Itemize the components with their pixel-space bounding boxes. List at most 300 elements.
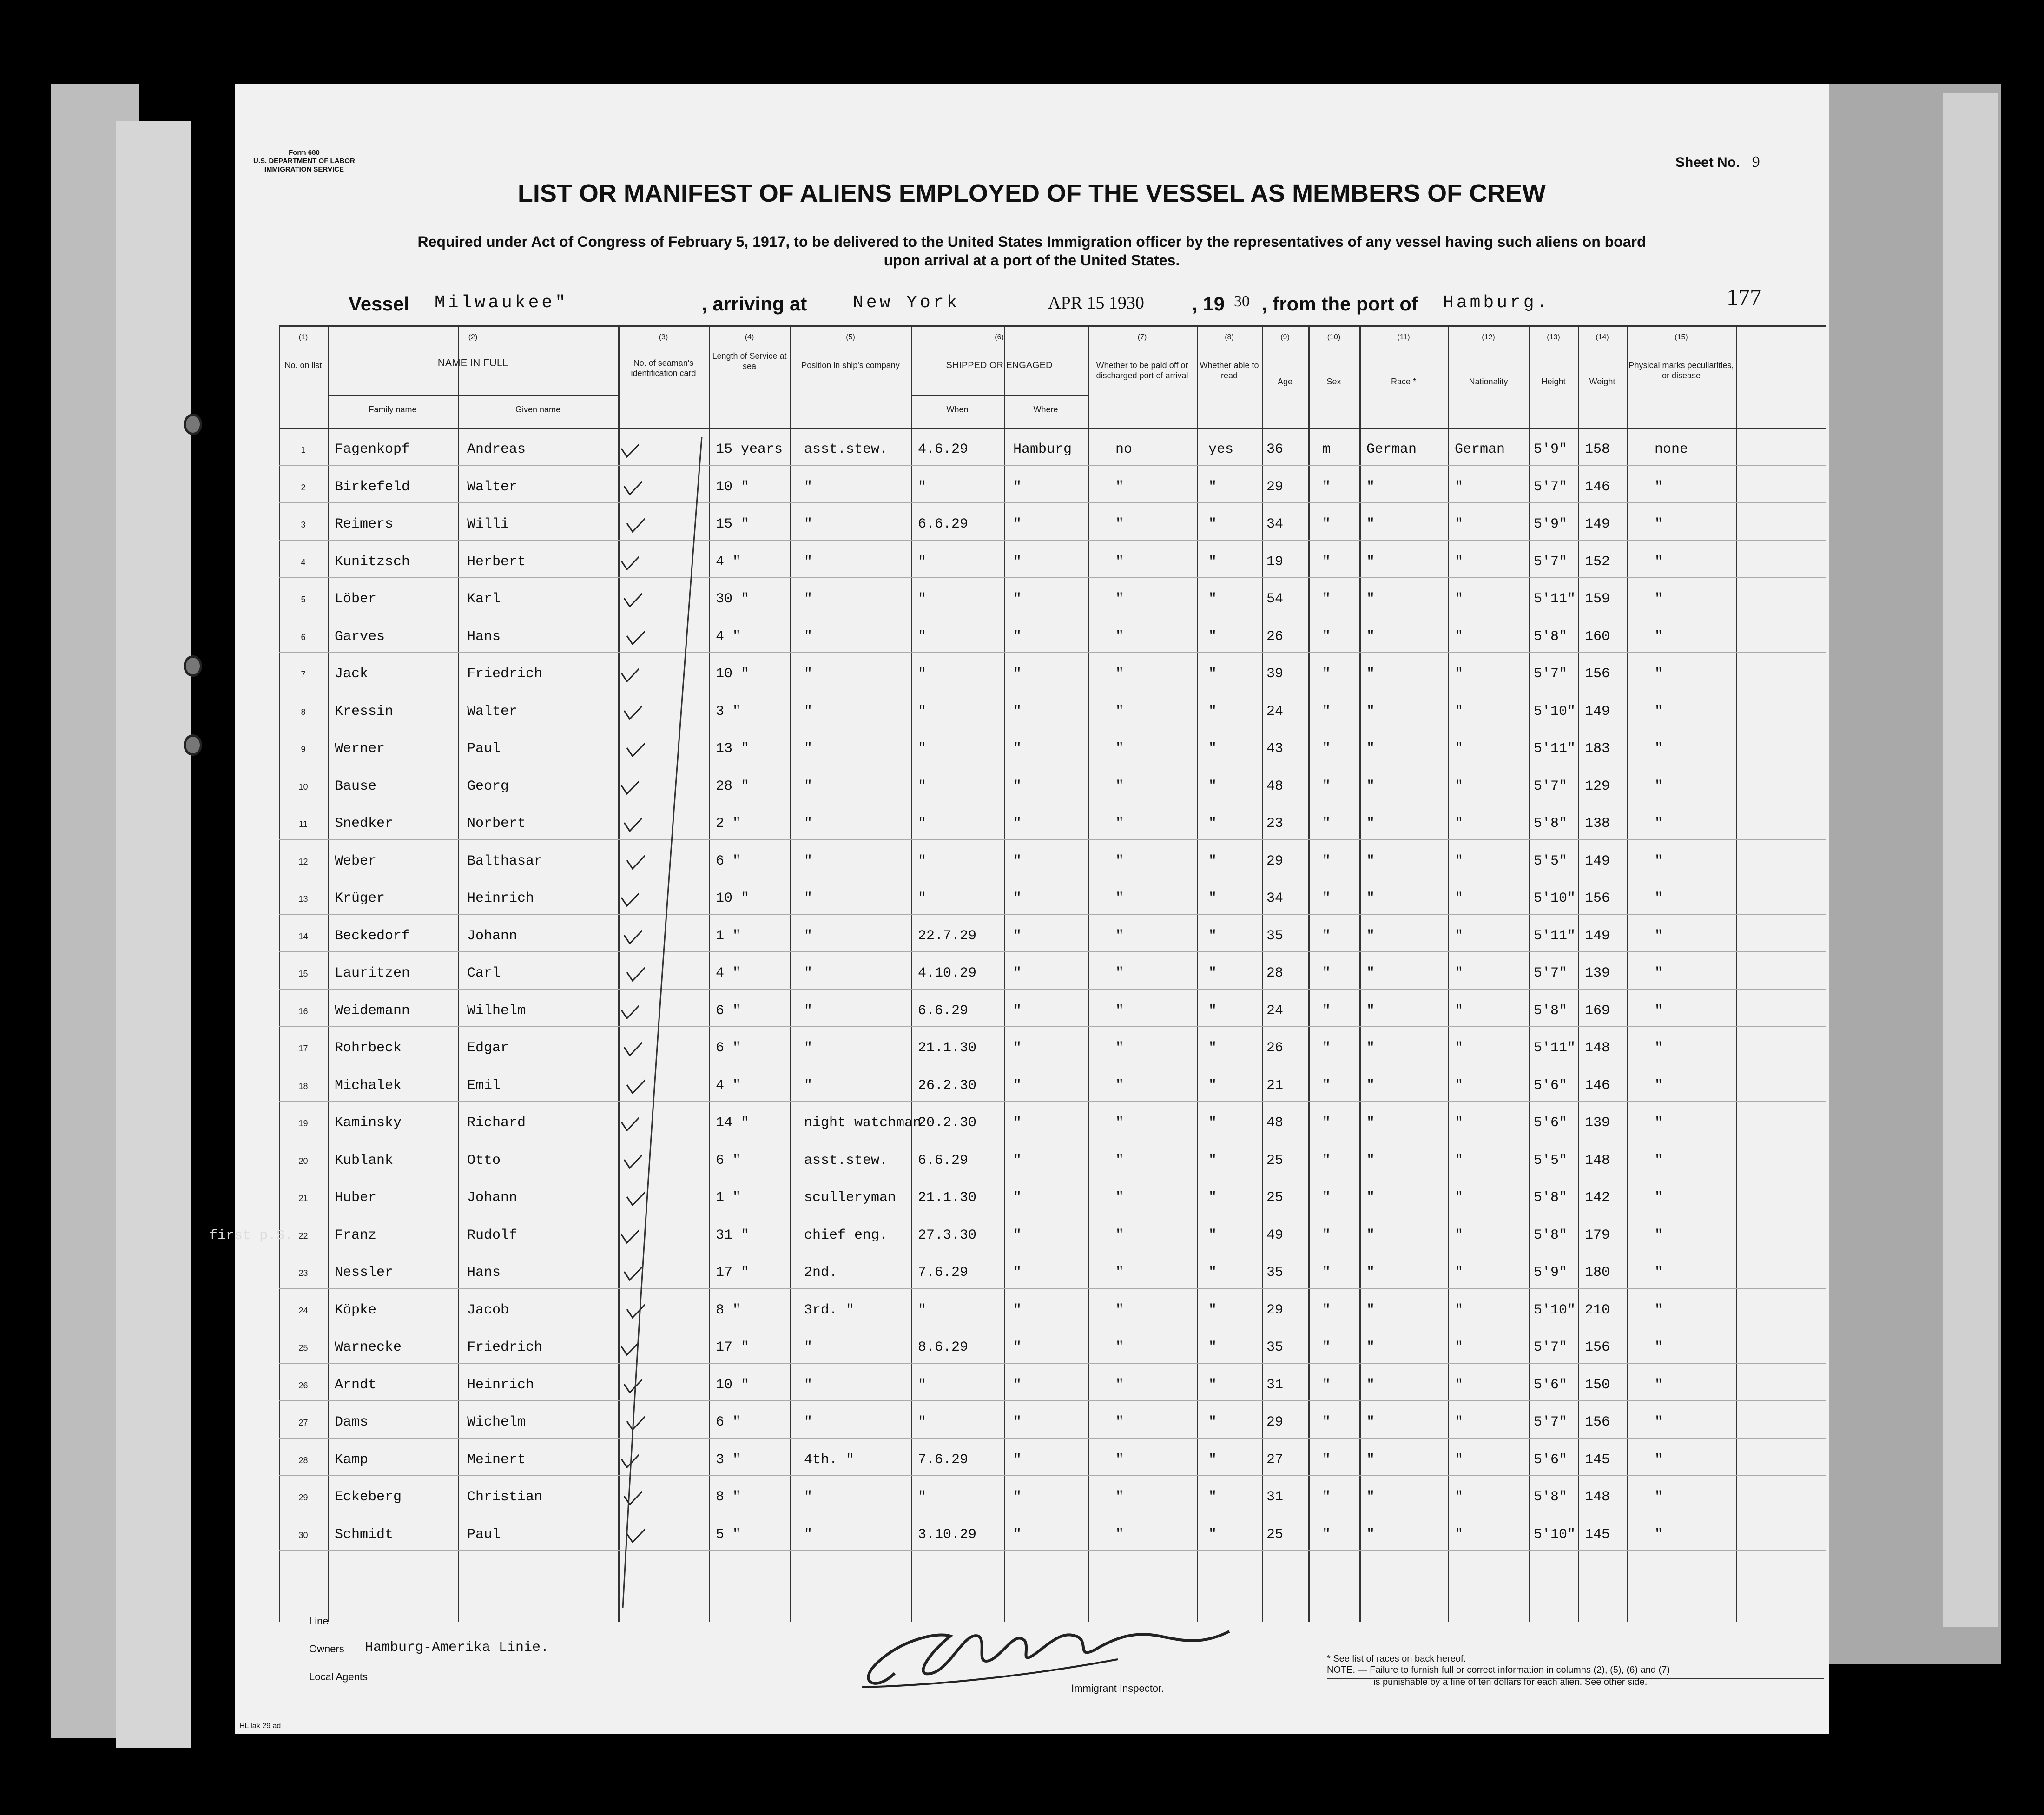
table-cell-race: " <box>1366 741 1375 757</box>
row-number: 17 <box>298 1044 308 1053</box>
table-cell-service: 6 " <box>716 1003 741 1019</box>
table-cell-height: 5'5" <box>1534 853 1568 869</box>
table-cell-marks: " <box>1655 1526 1663 1543</box>
table-cell-race: " <box>1366 1414 1375 1430</box>
row-rule <box>279 1438 1826 1439</box>
table-cell-race: " <box>1366 928 1375 944</box>
table-cell-nat: " <box>1455 1227 1464 1243</box>
table-cell-sex: " <box>1322 778 1331 794</box>
table-cell-marks: " <box>1655 891 1663 906</box>
table-cell-when: 26.2.30 <box>918 1077 977 1094</box>
table-cell-paid: " <box>1115 741 1124 757</box>
table-cell-race: " <box>1366 703 1375 719</box>
table-cell-marks: " <box>1655 703 1663 719</box>
row-rule <box>279 1026 1826 1027</box>
table-cell-where: " <box>1013 1152 1022 1168</box>
table-cell-position: " <box>804 1003 813 1019</box>
table-cell-height: 5'10" <box>1534 1302 1576 1318</box>
table-cell-given: Balthasar <box>467 853 543 869</box>
table-cell-nat: " <box>1455 741 1464 757</box>
table-cell-service: 4 " <box>716 1077 741 1094</box>
table-cell-race: " <box>1366 1227 1375 1243</box>
column-rule <box>1578 325 1579 1622</box>
table-cell-nat: " <box>1455 479 1464 495</box>
table-cell-where: " <box>1013 1190 1022 1206</box>
table-cell-where: " <box>1013 1040 1022 1056</box>
table-cell-sex: " <box>1322 1414 1331 1430</box>
table-cell-family: Schmidt <box>335 1526 394 1543</box>
table-cell-race: " <box>1366 1115 1375 1131</box>
table-cell-read: " <box>1208 628 1217 645</box>
table-cell-sex: " <box>1322 1152 1331 1168</box>
table-cell-paid: " <box>1115 554 1124 570</box>
date-stamp: APR 15 1930 <box>1048 293 1144 313</box>
table-cell-service: 15 " <box>716 516 750 532</box>
table-cell-age: 48 <box>1266 778 1284 794</box>
table-cell-when: 6.6.29 <box>918 1152 969 1168</box>
table-cell-race: " <box>1366 1340 1375 1355</box>
table-cell-height: 5'7" <box>1534 778 1568 794</box>
form-header <box>253 149 355 174</box>
table-cell-height: 5'7" <box>1534 1414 1568 1430</box>
table-cell-marks: " <box>1655 741 1663 757</box>
table-cell-when: " <box>918 1377 927 1393</box>
row-number: 21 <box>298 1194 308 1203</box>
row-number: 24 <box>298 1306 308 1315</box>
table-cell-paid: " <box>1115 1377 1124 1393</box>
row-number: 3 <box>301 520 306 529</box>
table-cell-service: 8 " <box>716 1489 741 1505</box>
table-cell-given: Hans <box>467 628 501 645</box>
table-cell-where: " <box>1013 1003 1022 1019</box>
table-cell-marks: " <box>1655 666 1663 682</box>
table-cell-sex: " <box>1322 516 1331 532</box>
table-cell-race: " <box>1366 1526 1375 1543</box>
row-rule <box>279 1550 1826 1551</box>
table-cell-where: " <box>1013 1265 1022 1280</box>
table-cell-read: " <box>1208 666 1217 682</box>
table-cell-given: Jacob <box>467 1302 509 1318</box>
table-cell-when: 6.6.29 <box>918 1003 969 1019</box>
row-number: 4 <box>301 557 306 567</box>
row-number: 22 <box>298 1231 308 1241</box>
table-cell-when: 8.6.29 <box>918 1340 969 1355</box>
table-cell-height: 5'8" <box>1534 816 1568 832</box>
table-cell-family: Birkefeld <box>335 479 410 495</box>
table-cell-age: 26 <box>1266 628 1284 645</box>
table-cell-service: 10 " <box>716 479 750 495</box>
table-cell-age: 29 <box>1266 479 1284 495</box>
table-cell-height: 5'6" <box>1534 1115 1568 1131</box>
table-cell-weight: 149 <box>1585 928 1610 944</box>
table-cell-sex: m <box>1322 442 1331 457</box>
table-cell-paid: " <box>1115 666 1124 682</box>
table-cell-read: " <box>1208 1302 1217 1318</box>
table-cell-service: 3 " <box>716 703 741 719</box>
table-cell-service: 31 " <box>716 1227 750 1243</box>
table-cell-race: " <box>1366 1003 1375 1019</box>
owners-label: Owners <box>309 1643 344 1655</box>
table-cell-family: Arndt <box>335 1377 377 1393</box>
table-cell-position: night watchman <box>804 1115 922 1131</box>
table-cell-nat: " <box>1455 891 1464 906</box>
table-cell-when: " <box>918 778 927 794</box>
table-cell-service: 10 " <box>716 666 750 682</box>
column-header: Height <box>1541 377 1566 386</box>
column-rule <box>1308 325 1310 1622</box>
table-cell-height: 5'10" <box>1534 703 1576 719</box>
table-cell-position: " <box>804 965 813 981</box>
table-cell-position: " <box>804 666 813 682</box>
table-cell-nat: " <box>1455 1526 1464 1543</box>
table-cell-nat: German <box>1455 442 1505 457</box>
table-cell-where: " <box>1013 778 1022 794</box>
table-cell-read: " <box>1208 891 1217 906</box>
table-cell-sex: " <box>1322 628 1331 645</box>
table-cell-sex: " <box>1322 1377 1331 1393</box>
table-cell-height: 5'11" <box>1534 1040 1576 1056</box>
table-cell-given: Wichelm <box>467 1414 526 1430</box>
table-cell-family: Kamp <box>335 1452 369 1468</box>
row-rule <box>279 577 1826 578</box>
table-cell-height: 5'6" <box>1534 1077 1568 1094</box>
table-cell-where: " <box>1013 853 1022 869</box>
requirement-line-2: upon arrival at a port of the United States. <box>884 252 1180 269</box>
table-cell-paid: " <box>1115 479 1124 495</box>
table-cell-read: " <box>1208 1452 1217 1468</box>
column-header: SHIPPED OR ENGAGED <box>946 360 1053 370</box>
table-cell-where: " <box>1013 1526 1022 1543</box>
table-cell-height: 5'10" <box>1534 891 1576 906</box>
row-number: 23 <box>298 1268 308 1278</box>
table-cell-sex: " <box>1322 1526 1331 1543</box>
table-cell-weight: 180 <box>1585 1265 1610 1280</box>
table-cell-sex: " <box>1322 1077 1331 1094</box>
table-cell-age: 24 <box>1266 703 1284 719</box>
table-cell-position: " <box>804 1040 813 1056</box>
table-cell-given: Herbert <box>467 554 526 570</box>
table-cell-family: Rohrbeck <box>335 1040 402 1056</box>
table-cell-paid: " <box>1115 1077 1124 1094</box>
arriving-label: , arriving at <box>702 293 807 315</box>
owners-value: Hamburg-Amerika Linie. <box>365 1640 549 1656</box>
row-rule <box>279 951 1826 952</box>
table-cell-race: " <box>1366 853 1375 869</box>
table-cell-position: " <box>804 853 813 869</box>
table-cell-paid: " <box>1115 1489 1124 1505</box>
table-cell-age: 27 <box>1266 1452 1284 1468</box>
table-cell-sex: " <box>1322 928 1331 944</box>
table-cell-paid: " <box>1115 628 1124 645</box>
table-cell-when: " <box>918 1489 927 1505</box>
table-cell-weight: 152 <box>1585 554 1610 570</box>
department: U.S. DEPARTMENT OF LABOR <box>253 157 355 165</box>
table-cell-service: 14 " <box>716 1115 750 1131</box>
table-cell-race: " <box>1366 816 1375 832</box>
table-cell-family: Bause <box>335 778 377 794</box>
table-cell-service: 17 " <box>716 1340 750 1355</box>
table-cell-paid: " <box>1115 1152 1124 1168</box>
table-cell-height: 5'8" <box>1534 1003 1568 1019</box>
table-cell-where: " <box>1013 816 1022 832</box>
column-header: No. on list <box>284 361 322 370</box>
row-number: 5 <box>301 595 306 604</box>
column-header: Family name <box>369 405 417 414</box>
column-header: (1) <box>298 333 308 341</box>
row-number: 29 <box>298 1493 308 1502</box>
table-cell-sex: " <box>1322 891 1331 906</box>
table-cell-given: Rudolf <box>467 1227 518 1243</box>
table-cell-nat: " <box>1455 591 1464 607</box>
column-rule <box>1448 325 1449 1622</box>
table-cell-read: " <box>1208 928 1217 944</box>
table-cell-nat: " <box>1455 703 1464 719</box>
table-cell-when: 4.10.29 <box>918 965 977 981</box>
column-header: (15) <box>1675 333 1688 341</box>
table-cell-when: " <box>918 853 927 869</box>
table-cell-nat: " <box>1455 1340 1464 1355</box>
table-cell-given: Walter <box>467 703 518 719</box>
sheet-label: Sheet No. <box>1675 155 1740 170</box>
table-cell-age: 25 <box>1266 1526 1284 1543</box>
table-cell-position: asst.stew. <box>804 442 888 457</box>
row-rule <box>279 1101 1826 1102</box>
column-rule <box>790 325 791 1622</box>
row-rule <box>279 540 1826 541</box>
table-cell-position: " <box>804 741 813 757</box>
table-cell-family: Warnecke <box>335 1340 402 1355</box>
arriving-port: New York <box>853 293 960 313</box>
column-header: Whether able to read <box>1200 361 1259 380</box>
table-cell-read: " <box>1208 778 1217 794</box>
column-rule <box>328 325 329 1622</box>
table-cell-paid: " <box>1115 1190 1124 1206</box>
table-cell-read: " <box>1208 1526 1217 1543</box>
row-rule <box>279 1400 1826 1401</box>
table-cell-when: 20.2.30 <box>918 1115 977 1131</box>
table-cell-read: " <box>1208 1265 1217 1280</box>
table-cell-sex: " <box>1322 1489 1331 1505</box>
table-cell-age: 19 <box>1266 554 1284 570</box>
table-cell-where: Hamburg <box>1013 442 1072 457</box>
table-cell-marks: " <box>1655 1340 1663 1355</box>
table-cell-position: " <box>804 554 813 570</box>
column-header: (2) <box>468 333 478 341</box>
table-cell-height: 5'7" <box>1534 554 1568 570</box>
row-number: 12 <box>298 857 308 866</box>
table-cell-when: 22.7.29 <box>918 928 977 944</box>
table-cell-given: Paul <box>467 741 501 757</box>
table-cell-race: " <box>1366 1302 1375 1318</box>
table-cell-race: " <box>1366 1190 1375 1206</box>
binder-hole <box>184 734 202 756</box>
vessel-label: Vessel <box>349 293 409 315</box>
table-cell-when: 6.6.29 <box>918 516 969 532</box>
table-cell-family: Franz <box>335 1227 377 1243</box>
column-header: Age <box>1277 377 1293 386</box>
table-cell-race: " <box>1366 591 1375 607</box>
year-suffix: 30 <box>1234 293 1250 310</box>
table-cell-position: 4th. " <box>804 1452 855 1468</box>
table-cell-where: " <box>1013 1340 1022 1355</box>
table-cell-sex: " <box>1322 1190 1331 1206</box>
table-cell-when: 27.3.30 <box>918 1227 977 1243</box>
table-cell-age: 43 <box>1266 741 1284 757</box>
print-code: HL lak 29 ad <box>239 1722 281 1730</box>
table-cell-when: " <box>918 554 927 570</box>
table-cell-paid: " <box>1115 1302 1124 1318</box>
group-sub-rule <box>911 395 1088 396</box>
table-cell-marks: " <box>1655 1377 1663 1393</box>
table-cell-read: " <box>1208 554 1217 570</box>
table-cell-nat: " <box>1455 666 1464 682</box>
table-cell-race: " <box>1366 1452 1375 1468</box>
table-cell-marks: " <box>1655 554 1663 570</box>
table-cell-paid: " <box>1115 591 1124 607</box>
table-cell-nat: " <box>1455 1265 1464 1280</box>
table-cell-age: 48 <box>1266 1115 1284 1131</box>
requirement-line-1: Required under Act of Congress of February 5, 1917, to be delivered to the United States Immigration officer by the representatives of any vessel having such aliens on board <box>417 233 1646 250</box>
table-cell-marks: " <box>1655 965 1663 981</box>
table-cell-weight: 179 <box>1585 1227 1610 1243</box>
table-cell-race: " <box>1366 554 1375 570</box>
row-number: 6 <box>301 632 306 642</box>
table-cell-age: 28 <box>1266 965 1284 981</box>
table-cell-position: " <box>804 1340 813 1355</box>
table-cell-nat: " <box>1455 1452 1464 1468</box>
table-cell-height: 5'8" <box>1534 1227 1568 1243</box>
table-cell-weight: 183 <box>1585 741 1610 757</box>
row-number: 1 <box>301 445 306 455</box>
row-number: 2 <box>301 482 306 492</box>
table-cell-position: " <box>804 816 813 832</box>
row-rule <box>279 502 1826 503</box>
table-cell-given: Emil <box>467 1077 501 1094</box>
column-rule <box>1197 325 1198 1622</box>
table-cell-race: " <box>1366 1077 1375 1094</box>
table-cell-family: Kaminsky <box>335 1115 402 1131</box>
table-cell-position: chief eng. <box>804 1227 888 1243</box>
row-rule <box>279 914 1826 915</box>
table-cell-read: " <box>1208 1115 1217 1131</box>
binder-hole <box>184 414 202 435</box>
local-agents-label: Local Agents <box>309 1671 368 1683</box>
table-cell-where: " <box>1013 928 1022 944</box>
column-rule <box>1359 325 1361 1622</box>
table-cell-service: 5 " <box>716 1526 741 1543</box>
table-cell-sex: " <box>1322 1265 1331 1280</box>
table-cell-nat: " <box>1455 1377 1464 1393</box>
table-cell-marks: " <box>1655 1115 1663 1131</box>
table-cell-service: 8 " <box>716 1302 741 1318</box>
row-number: 7 <box>301 670 306 679</box>
column-rule <box>911 325 912 1622</box>
column-header: (10) <box>1327 333 1341 341</box>
table-cell-nat: " <box>1455 554 1464 570</box>
table-cell-weight: 138 <box>1585 816 1610 832</box>
table-cell-family: Jack <box>335 666 369 682</box>
table-cell-height: 5'7" <box>1534 666 1568 682</box>
table-cell-family: Löber <box>335 591 377 607</box>
table-cell-read: " <box>1208 516 1217 532</box>
vessel-name: Milwaukee" <box>435 293 569 313</box>
table-cell-when: 7.6.29 <box>918 1452 969 1468</box>
table-cell-weight: 129 <box>1585 778 1610 794</box>
table-cell-marks: " <box>1655 816 1663 832</box>
row-number: 25 <box>298 1343 308 1353</box>
table-cell-paid: " <box>1115 703 1124 719</box>
table-cell-sex: " <box>1322 1003 1331 1019</box>
row-number: 27 <box>298 1418 308 1427</box>
table-cell-read: " <box>1208 1227 1217 1243</box>
table-cell-given: Friedrich <box>467 1340 543 1355</box>
table-cell-when: " <box>918 816 927 832</box>
row-rule <box>279 1475 1826 1476</box>
row-rule <box>279 1363 1826 1364</box>
table-cell-where: " <box>1013 891 1022 906</box>
table-cell-age: 29 <box>1266 853 1284 869</box>
row-number: 30 <box>298 1530 308 1540</box>
table-cell-age: 35 <box>1266 928 1284 944</box>
table-cell-where: " <box>1013 479 1022 495</box>
table-cell-family: Weber <box>335 853 377 869</box>
table-cell-given: Christian <box>467 1489 543 1505</box>
column-header: Sex <box>1326 377 1341 386</box>
table-cell-position: " <box>804 1077 813 1094</box>
table-cell-marks: " <box>1655 479 1663 495</box>
table-cell-where: " <box>1013 1377 1022 1393</box>
table-cell-paid: " <box>1115 778 1124 794</box>
table-cell-nat: " <box>1455 965 1464 981</box>
column-header: Given name <box>515 405 561 414</box>
column-header: (6) <box>995 333 1004 341</box>
table-cell-read: " <box>1208 591 1217 607</box>
table-cell-height: 5'7" <box>1534 479 1568 495</box>
column-header: Weight <box>1589 377 1615 386</box>
table-cell-height: 5'8" <box>1534 1190 1568 1206</box>
table-cell-nat: " <box>1455 1190 1464 1206</box>
column-header: (4) <box>745 333 754 341</box>
row-rule <box>279 652 1826 653</box>
row-number: 28 <box>298 1455 308 1465</box>
table-cell-nat: " <box>1455 1077 1464 1094</box>
table-cell-height: 5'7" <box>1534 1340 1568 1355</box>
table-cell-height: 5'11" <box>1534 928 1576 944</box>
column-header: (8) <box>1225 333 1234 341</box>
table-cell-family: Kunitzsch <box>335 554 410 570</box>
table-cell-given: Hans <box>467 1265 501 1280</box>
table-cell-marks: " <box>1655 1302 1663 1318</box>
table-cell-position: asst.stew. <box>804 1152 888 1168</box>
service: IMMIGRATION SERVICE <box>264 165 344 173</box>
table-cell-age: 35 <box>1266 1265 1284 1280</box>
table-cell-where: " <box>1013 1227 1022 1243</box>
table-cell-paid: " <box>1115 965 1124 981</box>
table-cell-marks: " <box>1655 1414 1663 1430</box>
table-cell-weight: 146 <box>1585 1077 1610 1094</box>
column-header: Nationality <box>1469 377 1508 386</box>
table-cell-given: Walter <box>467 479 518 495</box>
table-cell-family: Dams <box>335 1414 369 1430</box>
table-cell-nat: " <box>1455 816 1464 832</box>
table-cell-sex: " <box>1322 1340 1331 1355</box>
table-cell-weight: 146 <box>1585 479 1610 495</box>
table-cell-height: 5'11" <box>1534 741 1576 757</box>
table-cell-service: 13 " <box>716 741 750 757</box>
from-label: , from the port of <box>1262 293 1418 315</box>
table-cell-read: " <box>1208 1377 1217 1393</box>
row-number: 26 <box>298 1380 308 1390</box>
